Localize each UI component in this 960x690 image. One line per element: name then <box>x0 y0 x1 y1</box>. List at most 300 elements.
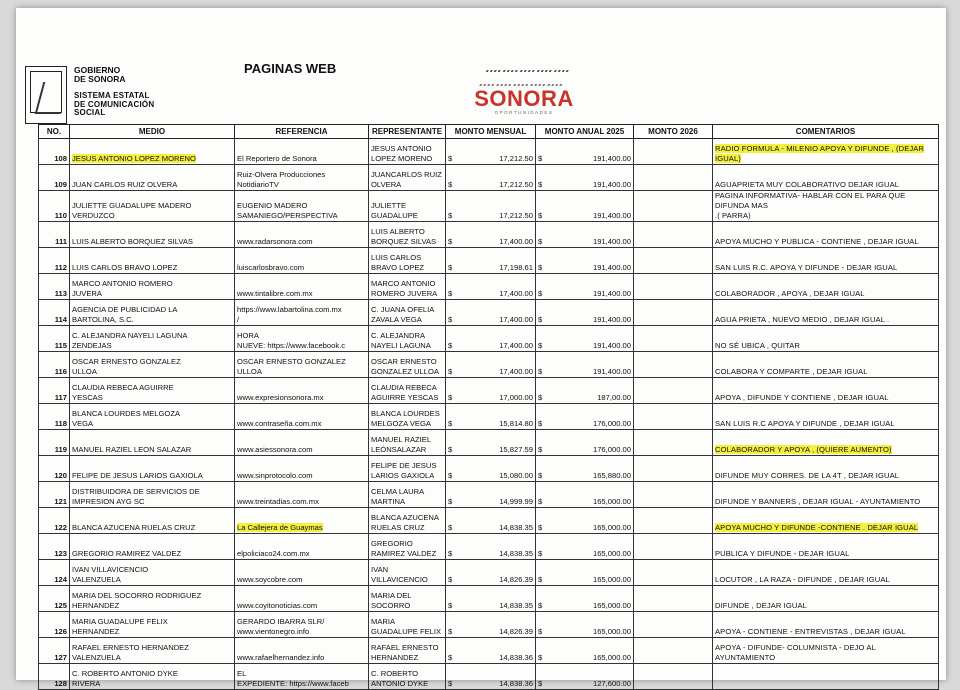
monto-anual-value: 191,400.00 <box>592 315 631 324</box>
monto-anual-value: 176,000.00 <box>592 445 631 454</box>
representante-cell: MARIA GUADALUPE FELIX <box>369 612 446 638</box>
monto-anual <box>536 300 634 326</box>
sistema-estatal-label: SISTEMA ESTATAL DE COMUNICACIÓN SOCIAL <box>74 91 155 117</box>
monto-mensual <box>446 326 536 352</box>
page-title: PAGINAS WEB <box>244 61 337 76</box>
comentario-text: COLABORADOR Y APOYA , (QUIERE AUMENTO) <box>715 445 892 454</box>
monto-anual <box>536 482 634 508</box>
row-number: 117 <box>39 378 70 404</box>
referencia-text: GERARDO IBARRA SLR/ www.vientonegro.info <box>237 617 325 636</box>
monto-mensual-value: 14,838.36 <box>499 679 533 688</box>
representante-cell: C. ROBERTO ANTONIO DYKE <box>369 664 446 690</box>
comentario-text: LOCUTOR , LA RAZA - DIFUNDE , DEJAR IGUAL <box>715 575 890 584</box>
referencia-text: https://www.labartolina.com.mx / <box>237 305 342 324</box>
referencia-text: www.sinprotocolo.com <box>237 471 313 480</box>
document-page <box>16 8 946 688</box>
representante-cell: OSCAR ERNESTO GONZALEZ ULLOA <box>369 352 446 378</box>
referencia-text: www.soycobre.com <box>237 575 303 584</box>
row-number: 122 <box>39 508 70 534</box>
currency-symbol: $ <box>538 263 543 272</box>
table-row <box>39 378 939 404</box>
monto-anual <box>536 165 634 191</box>
comentario-text: APOYA - DIFUNDE- COLUMNISTA - DEJO AL AYUNTAMIENTO <box>715 643 876 662</box>
comentario-text: APOYA MUCHO Y PUBLICA - CONTIENE , DEJAR IGUAL <box>715 237 919 246</box>
referencia-text: www.expresionsonora.mx <box>237 393 324 402</box>
monto-anual-value: 127,600.00 <box>592 679 631 688</box>
referencia-cell <box>235 586 369 612</box>
row-number: 115 <box>39 326 70 352</box>
comentario-text: DIFUNDE , DEJAR IGUAL <box>715 601 807 610</box>
row-number: 110 <box>39 191 70 222</box>
monto-mensual <box>446 534 536 560</box>
currency-symbol: $ <box>538 445 543 454</box>
referencia-cell <box>235 326 369 352</box>
row-number: 111 <box>39 222 70 248</box>
representante-cell: CLAUDIA REBECA AGUIRRE YESCAS <box>369 378 446 404</box>
column-header: MONTO 2026 <box>634 125 713 139</box>
currency-symbol: $ <box>538 180 543 189</box>
monto-2026-cell <box>634 612 713 638</box>
currency-symbol: $ <box>448 289 453 298</box>
medio-cell <box>70 586 235 612</box>
referencia-text: luiscarlosbravo.com <box>237 263 305 272</box>
comentario-cell <box>713 482 939 508</box>
media-table <box>38 124 939 690</box>
currency-symbol: $ <box>538 653 543 662</box>
currency-symbol: $ <box>538 497 543 506</box>
representante-cell: C. ALEJANDRA NAYELI LAGUNA <box>369 326 446 352</box>
row-number: 113 <box>39 274 70 300</box>
monto-2026-cell <box>634 222 713 248</box>
medio-cell <box>70 404 235 430</box>
monto-2026-cell <box>634 482 713 508</box>
gobierno-sonora-label: GOBIERNO DE SONORA <box>74 65 126 84</box>
monto-mensual <box>446 508 536 534</box>
currency-symbol: $ <box>538 471 543 480</box>
monto-mensual-value: 14,826.39 <box>499 575 533 584</box>
monto-anual-value: 191,400.00 <box>592 289 631 298</box>
medio-text: MARIA GUADALUPE FELIX HERNANDEZ <box>72 617 168 636</box>
monto-mensual <box>446 612 536 638</box>
referencia-text: www.contraseña.com.mx <box>237 419 322 428</box>
referencia-text: EL EXPEDIENTE: https://www.faceb <box>237 669 349 688</box>
representante-cell: MARIA DEL SOCORRO <box>369 586 446 612</box>
table-row <box>39 191 939 222</box>
currency-symbol: $ <box>538 601 543 610</box>
row-number: 119 <box>39 430 70 456</box>
medio-cell <box>70 352 235 378</box>
currency-symbol: $ <box>538 289 543 298</box>
comentario-cell <box>713 222 939 248</box>
table-row <box>39 586 939 612</box>
logo-subtitle: OPORTUNIDADES <box>494 110 554 115</box>
referencia-cell <box>235 456 369 482</box>
column-header: NO. <box>39 125 70 139</box>
currency-symbol: $ <box>448 341 453 350</box>
referencia-cell <box>235 378 369 404</box>
comentario-cell <box>713 508 939 534</box>
currency-symbol: $ <box>448 154 453 163</box>
monto-mensual-value: 14,838.35 <box>499 523 533 532</box>
currency-symbol: $ <box>448 653 453 662</box>
monto-anual-value: 176,000.00 <box>592 419 631 428</box>
monto-anual <box>536 508 634 534</box>
monto-anual-value: 191,400.00 <box>592 211 631 220</box>
currency-symbol: $ <box>538 154 543 163</box>
comentario-cell <box>713 430 939 456</box>
comentario-cell <box>713 191 939 222</box>
monto-mensual <box>446 274 536 300</box>
monto-anual <box>536 248 634 274</box>
comentario-text: APOYA MUCHO Y DIFUNDE -CONTIENE . DEJAR IGUAL <box>715 523 919 532</box>
monto-mensual-value: 15,814.80 <box>499 419 533 428</box>
medio-text: CLAUDIA REBECA AGUIRRE YESCAS <box>72 383 174 402</box>
currency-symbol: $ <box>538 679 543 688</box>
monto-mensual-value: 17,400.00 <box>499 237 533 246</box>
referencia-text: Ruiz-Olvera Producciones NotidiarioTV <box>237 170 326 189</box>
currency-symbol: $ <box>538 367 543 376</box>
monto-anual <box>536 586 634 612</box>
comentario-text: APOYA - CONTIENE - ENTREVISTAS , DEJAR IGUAL <box>715 627 906 636</box>
table-row <box>39 165 939 191</box>
monto-mensual-value: 17,212.50 <box>499 154 533 163</box>
table-row <box>39 534 939 560</box>
monto-anual-value: 165,000.00 <box>592 549 631 558</box>
comentario-text: APOYA , DIFUNDE Y CONTIENE , DEJAR IGUAL <box>715 393 889 402</box>
monto-mensual-value: 14,838.36 <box>499 653 533 662</box>
medio-text: JESUS ANTONIO LOPEZ MORENO <box>72 154 196 163</box>
monto-mensual <box>446 482 536 508</box>
row-number: 120 <box>39 456 70 482</box>
referencia-cell <box>235 638 369 664</box>
monto-mensual <box>446 430 536 456</box>
medio-text: IVAN VILLAVICENCIO VALENZUELA <box>72 565 149 584</box>
table-row <box>39 222 939 248</box>
monto-mensual <box>446 139 536 165</box>
medio-cell <box>70 534 235 560</box>
monto-anual <box>536 352 634 378</box>
referencia-text: www.tintalibre.com.mx <box>237 289 313 298</box>
currency-symbol: $ <box>538 419 543 428</box>
row-number: 126 <box>39 612 70 638</box>
monto-mensual-value: 17,000.00 <box>499 393 533 402</box>
monto-2026-cell <box>634 456 713 482</box>
referencia-cell <box>235 560 369 586</box>
currency-symbol: $ <box>538 523 543 532</box>
monto-mensual-value: 17,400.00 <box>499 367 533 376</box>
row-number: 118 <box>39 404 70 430</box>
monto-mensual-value: 17,400.00 <box>499 315 533 324</box>
monto-2026-cell <box>634 534 713 560</box>
monto-mensual-value: 14,838.35 <box>499 549 533 558</box>
medio-cell <box>70 378 235 404</box>
medio-text: C. ROBERTO ANTONIO DYKE RIVERA <box>72 669 178 688</box>
medio-text: JUAN CARLOS RUIZ OLVERA <box>72 180 178 189</box>
medio-text: BLANCA LOURDES MELGOZA VEGA <box>72 409 181 428</box>
monto-2026-cell <box>634 274 713 300</box>
currency-symbol: $ <box>448 497 453 506</box>
referencia-cell <box>235 352 369 378</box>
monto-anual-value: 165,000.00 <box>592 601 631 610</box>
medio-text: C. ALEJANDRA NAYELI LAGUNA ZENDEJAS <box>72 331 188 350</box>
row-number: 123 <box>39 534 70 560</box>
comentario-text: PUBLICA Y DIFUNDE - DEJAR IGUAL <box>715 549 850 558</box>
medio-text: OSCAR ERNESTO GONZALEZ ULLOA <box>72 357 181 376</box>
referencia-cell <box>235 248 369 274</box>
monto-mensual-value: 17,400.00 <box>499 341 533 350</box>
monto-mensual <box>446 248 536 274</box>
currency-symbol: $ <box>538 211 543 220</box>
referencia-text: www.treintadias.com.mx <box>237 497 319 506</box>
monto-mensual <box>446 586 536 612</box>
column-header: REFERENCIA <box>235 125 369 139</box>
referencia-cell <box>235 222 369 248</box>
referencia-cell <box>235 612 369 638</box>
monto-2026-cell <box>634 586 713 612</box>
representante-cell: FELIPE DE JESUS LARIOS GAXIOLA <box>369 456 446 482</box>
monto-2026-cell <box>634 638 713 664</box>
monto-mensual-value: 17,212.50 <box>499 211 533 220</box>
referencia-text: elpoliciaco24.com.mx <box>237 549 310 558</box>
comentario-text: PAGINA INFORMATIVA- HABLAR CON EL PARA QUE DIFUNDA MAS .( PARRA) <box>715 191 906 220</box>
currency-symbol: $ <box>538 315 543 324</box>
monto-2026-cell <box>634 139 713 165</box>
medio-cell <box>70 326 235 352</box>
monto-2026-cell <box>634 352 713 378</box>
referencia-cell <box>235 508 369 534</box>
monto-mensual <box>446 638 536 664</box>
table-row <box>39 300 939 326</box>
currency-symbol: $ <box>448 523 453 532</box>
medio-text: MARIA DEL SOCORRO RODRIGUEZ HERNANDEZ <box>72 591 202 610</box>
representante-cell: LUIS CARLOS BRAVO LOPEZ <box>369 248 446 274</box>
monto-mensual <box>446 456 536 482</box>
currency-symbol: $ <box>538 549 543 558</box>
medio-cell <box>70 430 235 456</box>
monto-mensual-value: 14,826.39 <box>499 627 533 636</box>
monto-mensual <box>446 352 536 378</box>
comentario-cell <box>713 139 939 165</box>
currency-symbol: $ <box>448 315 453 324</box>
medio-text: BLANCA AZUCENA RUELAS CRUZ <box>72 523 196 532</box>
comentario-text: AGUAPRIETA MUY COLABORATIVO DEJAR IGUAL <box>715 180 900 189</box>
monto-mensual-value: 14,999.99 <box>499 497 533 506</box>
row-number: 114 <box>39 300 70 326</box>
monto-anual-value: 191,400.00 <box>592 154 631 163</box>
monto-mensual <box>446 560 536 586</box>
row-number: 121 <box>39 482 70 508</box>
monto-anual <box>536 378 634 404</box>
currency-symbol: $ <box>448 367 453 376</box>
representante-cell: MARCO ANTONIO ROMERO JUVERA <box>369 274 446 300</box>
monto-anual-value: 165,000.00 <box>592 497 631 506</box>
referencia-cell <box>235 300 369 326</box>
referencia-text: El Reportero de Sonora <box>237 154 317 163</box>
comentario-cell <box>713 248 939 274</box>
comentario-text: NO SÉ UBICA , QUITAR <box>715 341 800 350</box>
representante-cell: JUANCARLOS RUIZ OLVERA <box>369 165 446 191</box>
table-row <box>39 248 939 274</box>
referencia-text: HORA NUEVE: https://www.facebook.c <box>237 331 346 350</box>
representante-cell: C. JUANA OFELIA ZAVALA VEGA <box>369 300 446 326</box>
row-number: 108 <box>39 139 70 165</box>
comentario-cell <box>713 638 939 664</box>
monto-anual-value: 165,880.00 <box>592 471 631 480</box>
comentario-text: COLABORADOR , APOYA , DEJAR IGUAL <box>715 289 865 298</box>
column-header: REPRESENTANTE <box>369 125 446 139</box>
monto-anual <box>536 560 634 586</box>
referencia-text: EUGENIO MADERO SAMANIEGO/PERSPECTIVA <box>237 201 338 220</box>
monto-mensual-value: 17,198.61 <box>499 263 533 272</box>
comentario-cell <box>713 534 939 560</box>
medio-cell <box>70 612 235 638</box>
monto-mensual <box>446 300 536 326</box>
referencia-text: www.rafaelhernandez.info <box>237 653 325 662</box>
monto-mensual <box>446 191 536 222</box>
currency-symbol: $ <box>448 211 453 220</box>
monto-anual <box>536 638 634 664</box>
referencia-cell <box>235 534 369 560</box>
monto-anual <box>536 191 634 222</box>
table-row <box>39 326 939 352</box>
monto-anual-value: 191,400.00 <box>592 341 631 350</box>
currency-symbol: $ <box>448 575 453 584</box>
monto-anual-value: 165,000.00 <box>592 523 631 532</box>
representante-cell: BLANCA AZUCENA RUELAS CRUZ <box>369 508 446 534</box>
comentario-cell <box>713 560 939 586</box>
referencia-cell <box>235 191 369 222</box>
monto-mensual <box>446 404 536 430</box>
medio-cell <box>70 638 235 664</box>
monto-anual-value: 191,400.00 <box>592 263 631 272</box>
medio-text: GREGORIO RAMIREZ VALDEZ <box>72 549 182 558</box>
state-seal-emblem <box>25 66 67 124</box>
medio-cell <box>70 456 235 482</box>
referencia-cell <box>235 430 369 456</box>
table-row <box>39 612 939 638</box>
monto-2026-cell <box>634 248 713 274</box>
monto-2026-cell <box>634 191 713 222</box>
monto-anual-value: 191,400.00 <box>592 180 631 189</box>
monto-anual-value: 165,000.00 <box>592 575 631 584</box>
monto-mensual-value: 14,838.35 <box>499 601 533 610</box>
column-header: COMENTARIOS <box>713 125 939 139</box>
row-number: 127 <box>39 638 70 664</box>
referencia-text: www.coyitonoticias.com <box>237 601 318 610</box>
comentario-cell <box>713 586 939 612</box>
representante-cell: GREGORIO RAMIREZ VALDEZ <box>369 534 446 560</box>
medio-cell <box>70 139 235 165</box>
medio-text: LUIS CARLOS BRAVO LOPEZ <box>72 263 178 272</box>
monto-2026-cell <box>634 326 713 352</box>
monto-anual <box>536 404 634 430</box>
medio-cell <box>70 508 235 534</box>
table-body <box>39 139 939 690</box>
currency-symbol: $ <box>538 237 543 246</box>
representante-cell: JULIETTE GUADALUPE <box>369 191 446 222</box>
currency-symbol: $ <box>448 237 453 246</box>
medio-text: DISTRIBUIDORA DE SERVICIOS DE IMPRESION AYG SC <box>72 487 200 506</box>
table-row <box>39 508 939 534</box>
monto-2026-cell <box>634 508 713 534</box>
monto-anual <box>536 430 634 456</box>
column-header: MEDIO <box>70 125 235 139</box>
monto-anual <box>536 274 634 300</box>
representante-cell: MANUEL RAZIEL LEÓNSALAZAR <box>369 430 446 456</box>
representante-cell: CELMA LAURA MARTINA <box>369 482 446 508</box>
monto-mensual-value: 17,212.50 <box>499 180 533 189</box>
medio-cell <box>70 191 235 222</box>
monto-anual-value: 191,400.00 <box>592 237 631 246</box>
currency-symbol: $ <box>448 627 453 636</box>
monto-mensual <box>446 378 536 404</box>
medio-text: FELIPE DE JESUS LARIOS GAXIOLA <box>72 471 203 480</box>
currency-symbol: $ <box>448 419 453 428</box>
comentario-cell <box>713 165 939 191</box>
medio-cell <box>70 300 235 326</box>
referencia-cell <box>235 139 369 165</box>
currency-symbol: $ <box>538 393 543 402</box>
comentario-cell <box>713 378 939 404</box>
monto-2026-cell <box>634 300 713 326</box>
currency-symbol: $ <box>448 180 453 189</box>
currency-symbol: $ <box>538 341 543 350</box>
monto-mensual-value: 17,400.00 <box>499 289 533 298</box>
logo-wordmark: SONORA <box>474 86 574 111</box>
comentario-cell <box>713 404 939 430</box>
table-row <box>39 352 939 378</box>
medio-text: MARCO ANTONIO ROMERO JUVERA <box>72 279 173 298</box>
referencia-cell <box>235 482 369 508</box>
monto-anual <box>536 612 634 638</box>
representante-cell: LUIS ALBERTO BORQUEZ SILVAS <box>369 222 446 248</box>
comentario-text: DIFUNDE MUY CORRES. DE LA 4T , DEJAR IGUAL <box>715 471 900 480</box>
medio-cell <box>70 560 235 586</box>
medio-text: RAFAEL ERNESTO HERNANDEZ VALENZUELA <box>72 643 189 662</box>
monto-mensual <box>446 222 536 248</box>
currency-symbol: $ <box>448 263 453 272</box>
comentario-text: SAN LUIS R.C APOYA Y DIFUNDE , DEJAR IGUAL <box>715 419 895 428</box>
monto-mensual-value: 15,827.59 <box>499 445 533 454</box>
referencia-text: OSCAR ERNESTO GONZALEZ ULLOA <box>237 357 346 376</box>
table-row <box>39 430 939 456</box>
comentario-text: SAN LUIS R.C. APOYA Y DIFUNDE - DEJAR IGUAL <box>715 263 898 272</box>
comentario-text: AGUA PRIETA , NUEVO MEDIO , DEJAR IGUAL . <box>715 315 890 324</box>
medio-text: AGENCIA DE PUBLICIDAD LA BARTOLINA, S.C. <box>72 305 178 324</box>
currency-symbol: $ <box>538 575 543 584</box>
representante-cell: IVAN VILLAVICENCIO <box>369 560 446 586</box>
medio-cell <box>70 165 235 191</box>
monto-2026-cell <box>634 404 713 430</box>
comentario-cell <box>713 300 939 326</box>
medio-text: LUIS ALBERTO BORQUEZ SILVAS <box>72 237 193 246</box>
currency-symbol: $ <box>448 679 453 688</box>
row-number: 116 <box>39 352 70 378</box>
comentario-text: COLABORA Y COMPARTE , DEJAR IGUAL <box>715 367 868 376</box>
comentario-cell <box>713 612 939 638</box>
monto-anual <box>536 139 634 165</box>
currency-symbol: $ <box>448 601 453 610</box>
table-row <box>39 139 939 165</box>
currency-symbol: $ <box>448 393 453 402</box>
column-header: MONTO ANUAL 2025 <box>536 125 634 139</box>
table-row <box>39 560 939 586</box>
column-header: MONTO MENSUAL <box>446 125 536 139</box>
medio-cell <box>70 248 235 274</box>
medio-text: JULIETTE GUADALUPE MADERO VERDUZCO <box>72 201 192 220</box>
comentario-cell <box>713 352 939 378</box>
table-row <box>39 404 939 430</box>
